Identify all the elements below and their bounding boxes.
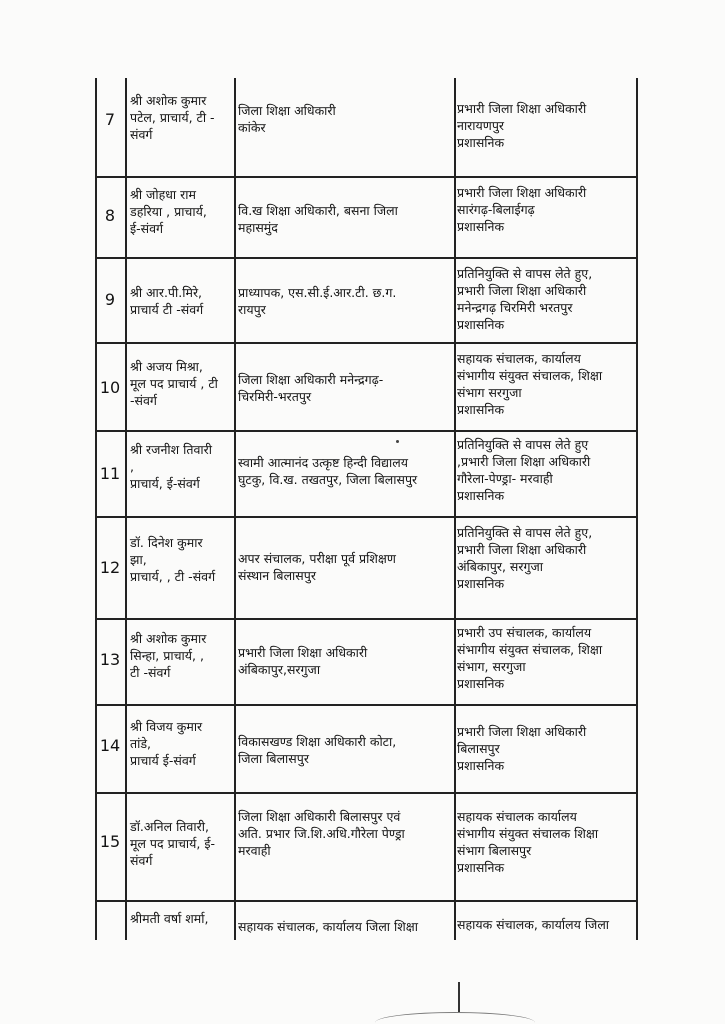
new-posting: प्रभारी जिला शिक्षा अधिकारी बिलासपुर प्रशासनिक — [457, 724, 587, 773]
current-post: विकासखण्ड शिक्षा अधिकारी कोटा, जिला बिलासपुर — [238, 734, 397, 766]
serial-number: 14 — [99, 736, 121, 755]
officer-name: डॉ.अनिल तिवारी, मूल पद प्राचार्य, ई- संवर्ग — [130, 819, 216, 868]
current-post: जिला शिक्षा अधिकारी बिलासपुर एवं अति. प्रभार जि.शि.अधि.गौरेला पेण्ड्रा मरवाही — [238, 809, 405, 858]
current-post: जिला शिक्षा अधिकारी कांकेर — [238, 103, 336, 135]
new-posting: प्रभारी जिला शिक्षा अधिकारी नारायणपुर प्रशासनिक — [457, 101, 587, 150]
new-posting: प्रभारी जिला शिक्षा अधिकारी सारंगढ़-बिलाईगढ़ प्रशासनिक — [457, 185, 587, 234]
row-divider — [95, 257, 638, 259]
row-divider — [95, 618, 638, 620]
officer-name: डॉ. दिनेश कुमार झा, प्राचार्य, , टी -संवर्ग — [130, 535, 216, 584]
row-divider — [95, 430, 638, 432]
new-posting: प्रभारी उप संचालक, कार्यालय संभागीय संयुक्त संचालक, शिक्षा संभाग, सरगुजा प्रशासनिक — [457, 625, 603, 691]
serial-number: 8 — [104, 206, 116, 225]
serial-number: 12 — [99, 558, 121, 577]
row-divider — [95, 176, 638, 178]
scan-speck — [396, 440, 399, 443]
column-divider-number — [125, 78, 127, 940]
serial-number: 11 — [99, 464, 121, 483]
officer-name: श्री अशोक कुमार सिन्हा, प्राचार्य, , टी -संवर्ग — [130, 631, 207, 680]
row-divider — [95, 516, 638, 518]
current-post: स्वामी आत्मानंद उत्कृष्ट हिन्दी विद्यालय घुटकु, वि.ख. तखतपुर, जिला बिलासपुर — [238, 455, 418, 487]
officer-name: श्री जोहधा राम डहरिया , प्राचार्य, ई-संवर्ग — [130, 187, 207, 236]
officer-name: श्री अशोक कुमार पटेल, प्राचार्य, टी - संवर्ग — [130, 93, 215, 142]
officer-name: श्री आर.पी.मिरे, प्राचार्य टी -संवर्ग — [130, 285, 204, 317]
scan-curve — [375, 1012, 535, 1033]
serial-number: 10 — [99, 378, 121, 397]
officer-name: श्री रजनीश तिवारी , प्राचार्य, ई-संवर्ग — [130, 442, 212, 491]
current-post: सहायक संचालक, कार्यालय जिला शिक्षा — [238, 919, 418, 934]
new-posting: प्रतिनियुक्ति से वापस लेते हुए, प्रभारी जिला शिक्षा अधिकारी मनेन्द्रगढ़ चिरमिरी भरतपुर प्रशासनिक — [457, 266, 593, 332]
row-divider — [95, 704, 638, 706]
new-posting: सहायक संचालक, कार्यालय संभागीय संयुक्त संचालक, शिक्षा संभाग सरगुजा प्रशासनिक — [457, 351, 603, 417]
serial-number: 7 — [104, 110, 116, 129]
current-post: वि.ख शिक्षा अधिकारी, बसना जिला महासमुंद — [238, 203, 398, 235]
current-post: जिला शिक्षा अधिकारी मनेन्द्रगढ़- चिरमिरी-भरतपुर — [238, 372, 384, 404]
serial-number: 9 — [104, 290, 116, 309]
current-post: प्रभारी जिला शिक्षा अधिकारी अंबिकापुर,सरगुजा — [238, 645, 368, 677]
new-posting: प्रतिनियुक्ति से वापस लेते हुए ,प्रभारी जिला शिक्षा अधिकारी गौरेला-पेण्ड्रा- मरवाही प्रशासनिक — [457, 437, 591, 503]
column-divider-name — [234, 78, 236, 940]
current-post: प्राध्यापक, एस.सी.ई.आर.टी. छ.ग. रायपुर — [238, 285, 397, 317]
scan-mark — [458, 982, 460, 1012]
new-posting: प्रतिनियुक्ति से वापस लेते हुए, प्रभारी जिला शिक्षा अधिकारी अंबिकापुर, सरगुजा प्रशासनिक — [457, 525, 593, 591]
officer-name: श्री विजय कुमार तांडे, प्राचार्य ई-संवर्ग — [130, 719, 203, 768]
current-post: अपर संचालक, परीक्षा पूर्व प्रशिक्षण संस्थान बिलासपुर — [238, 551, 396, 583]
officer-name: श्री अजय मिश्रा, मूल पद प्राचार्य , टी -संवर्ग — [130, 359, 218, 408]
serial-number: 13 — [99, 650, 121, 669]
new-posting: सहायक संचालक कार्यालय संभागीय संयुक्त संचालक शिक्षा संभाग बिलासपुर प्रशासनिक — [457, 809, 599, 875]
officer-name: श्रीमती वर्षा शर्मा, — [130, 911, 209, 926]
row-divider — [95, 900, 638, 902]
new-posting: सहायक संचालक, कार्यालय जिला — [457, 917, 610, 932]
row-divider — [95, 792, 638, 794]
serial-number: 15 — [99, 832, 121, 851]
transfer-order-table — [95, 78, 638, 940]
row-divider — [95, 342, 638, 344]
